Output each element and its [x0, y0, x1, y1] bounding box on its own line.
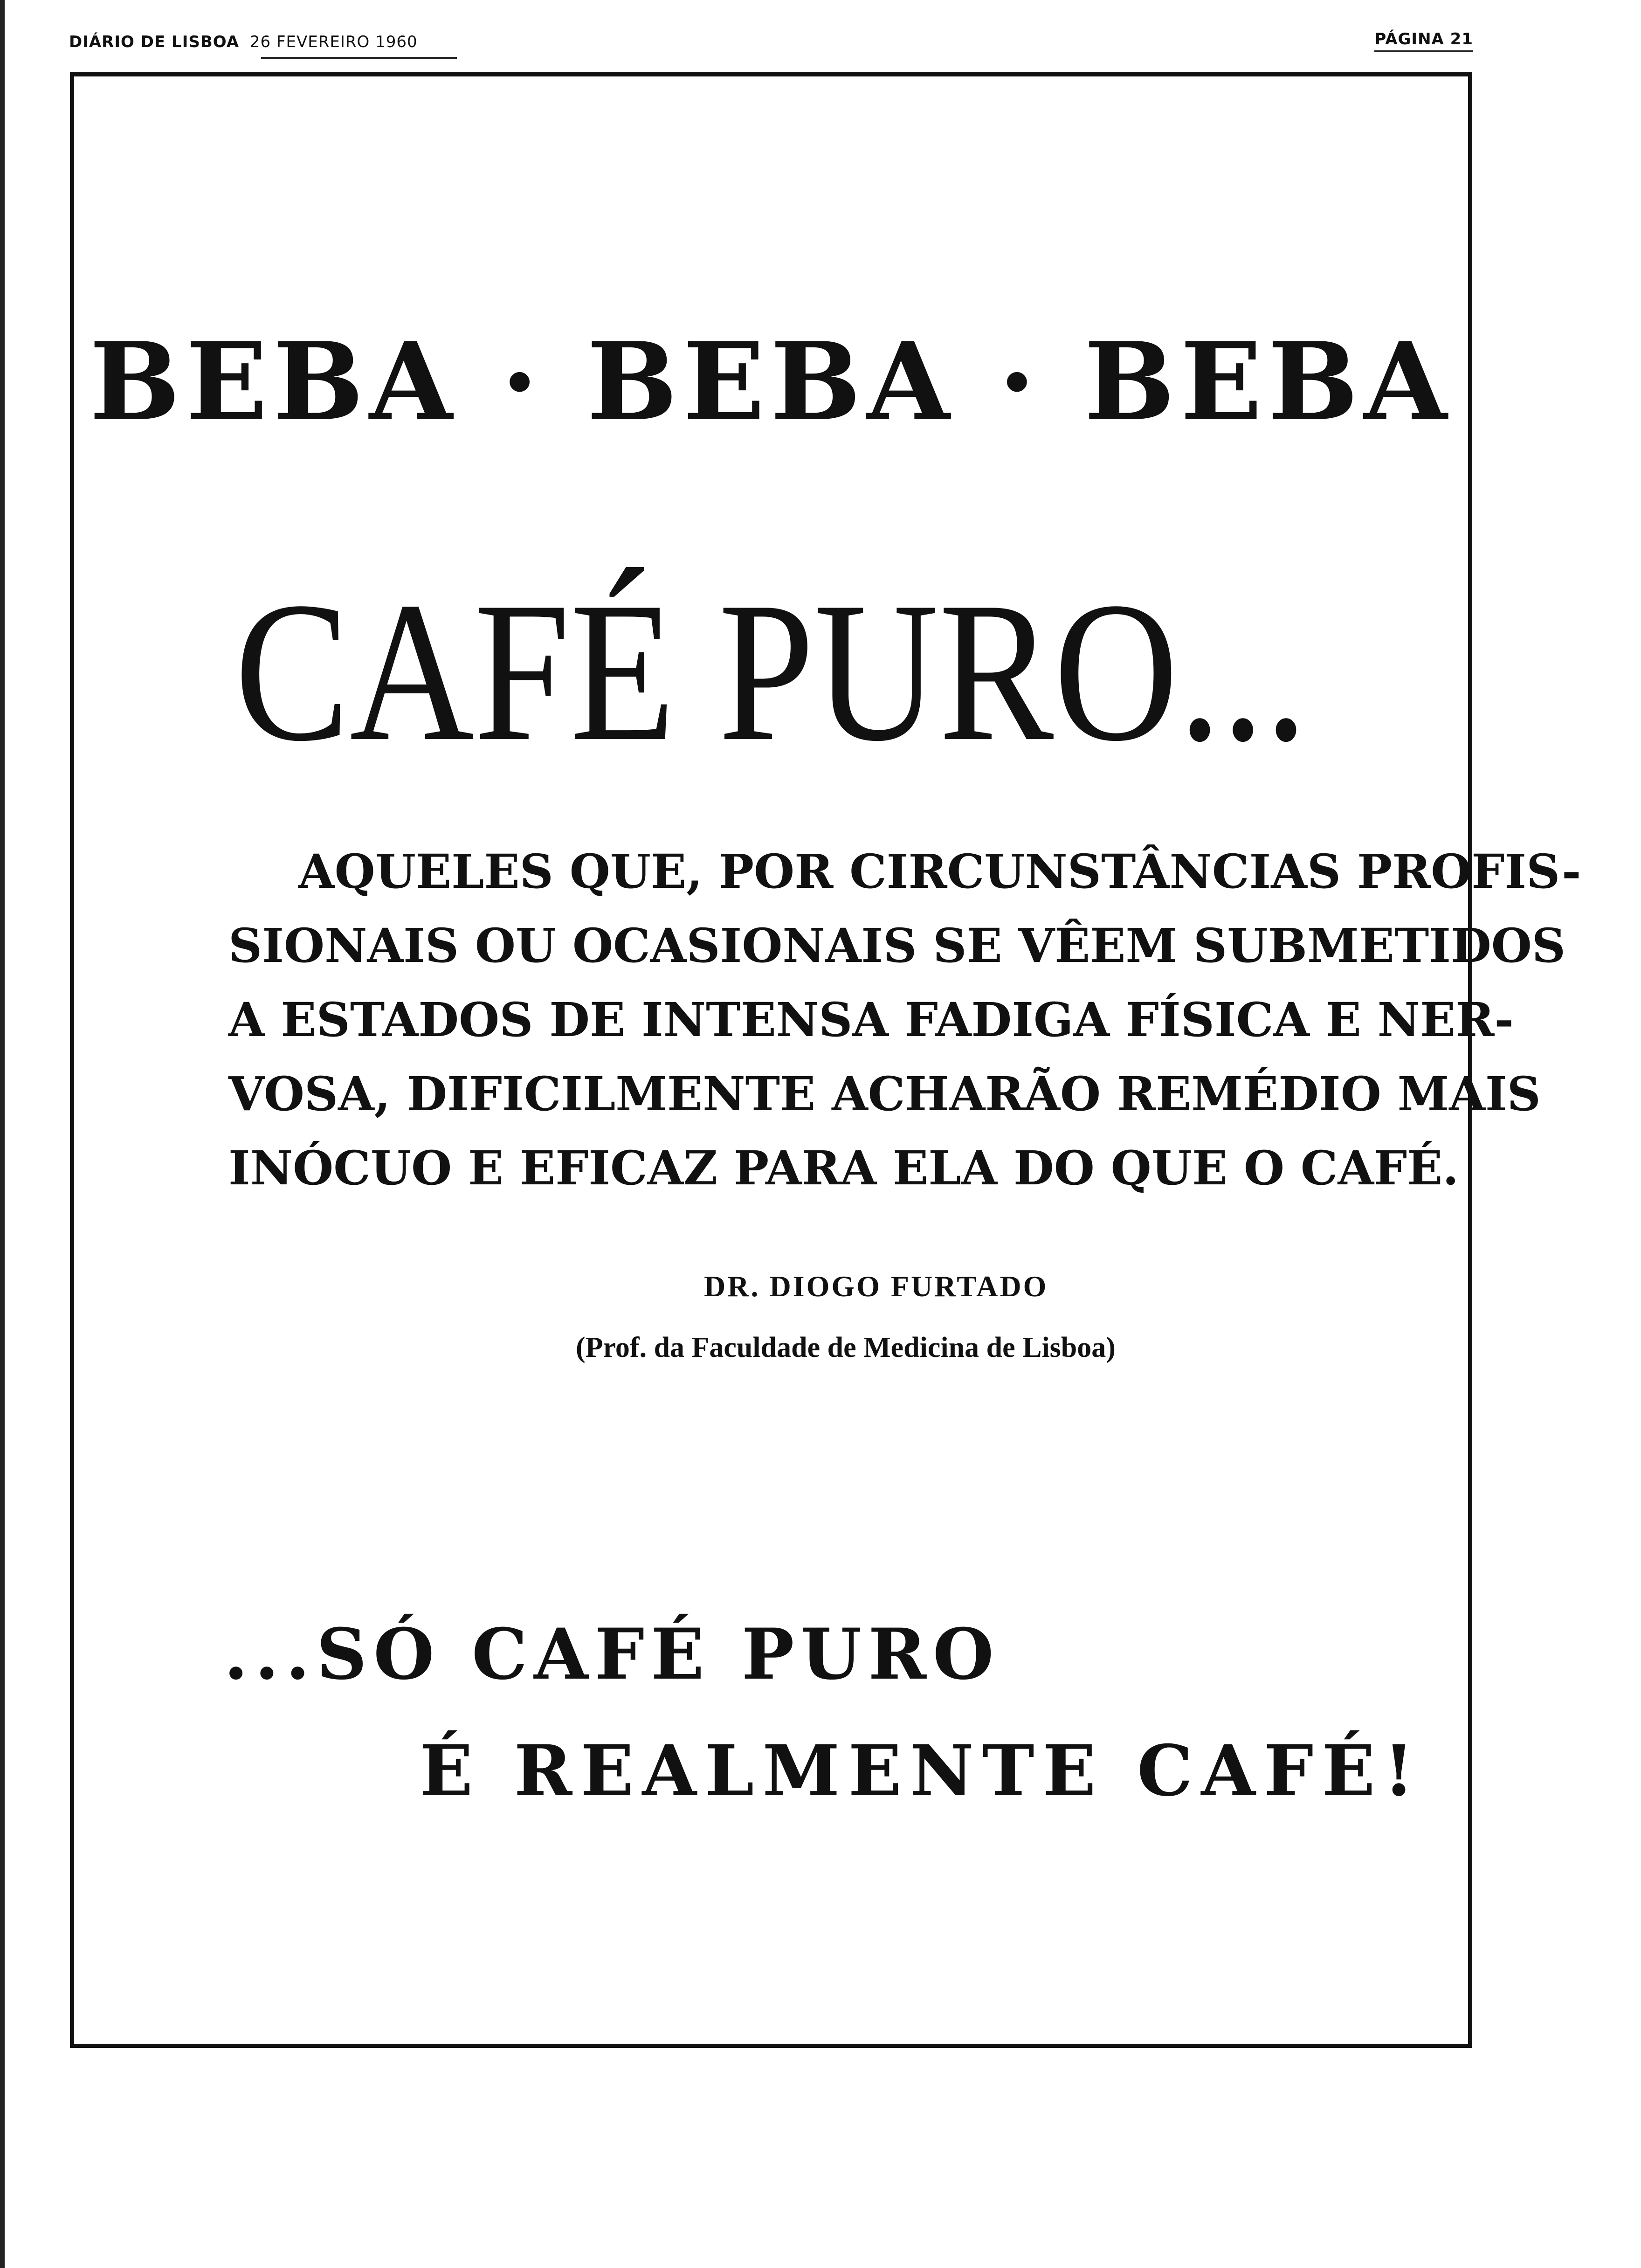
tagline-line-2: É REALMENTE CAFÉ! — [420, 1730, 1423, 1812]
page-binding-edge — [0, 0, 5, 2268]
quote-line: A ESTADOS DE INTENSA FADIGA FÍSICA E NER- — [228, 992, 1514, 1047]
header-rule — [261, 57, 457, 59]
page-number: PÁGINA 21 — [1374, 30, 1473, 52]
quote-author-title: (Prof. da Faculdade de Medicina de Lisboa) — [576, 1332, 1116, 1363]
quote-line: INÓCUO E EFICAZ PARA ELA DO QUE O CAFÉ. — [228, 1141, 1459, 1196]
publication-name: DIÁRIO DE LISBOA — [69, 33, 240, 51]
newspaper-masthead — [69, 33, 418, 51]
quote-line: VOSA, DIFICILMENTE ACHARÃO REMÉDIO MAIS — [228, 1066, 1541, 1121]
tagline-line-1: ...SÓ CAFÉ PURO — [224, 1613, 1000, 1695]
quote-line: AQUELES QUE, POR CIRCUNSTÂNCIAS PROFIS- — [298, 844, 1581, 899]
headline-beba: BEBA · BEBA · BEBA — [89, 319, 1453, 445]
headline-cafe-puro: CAFÉ PURO... — [234, 561, 1308, 783]
quote-author: DR. DIOGO FURTADO — [704, 1270, 1048, 1303]
publication-date: 26 FEVEREIRO 1960 — [249, 33, 418, 51]
quote-line: SIONAIS OU OCASIONAIS SE VÊEM SUBMETIDOS — [228, 918, 1566, 973]
quote-body — [228, 835, 1581, 1205]
